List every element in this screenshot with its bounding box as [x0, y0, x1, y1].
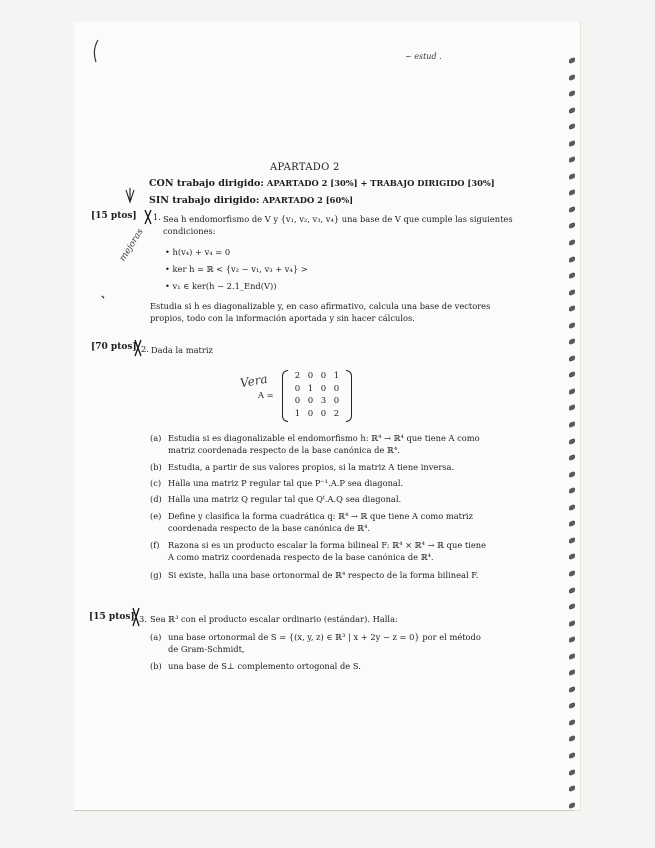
- q1-closing-line1: Estudia si h es diagonalizable y, en caso afirmativo, calcula una base de vectores: [150, 301, 491, 311]
- matrix-left-bracket: [282, 370, 288, 422]
- q2-item-line2: A como matriz coordenada respecto de la base canónica de ℝ⁴.: [168, 552, 434, 562]
- q1-condition-text: ker h = ℝ < {v₂ − v₁, v₃ + v₄} >: [172, 264, 308, 274]
- corner-pen-mark: [94, 40, 98, 62]
- q3-item-line2: de Gram-Schmidt,: [168, 644, 245, 654]
- q2-handwritten-note: Vera: [238, 371, 269, 391]
- page-bottom-edge: [74, 810, 574, 811]
- q1-intro-line2: condiciones:: [163, 226, 216, 236]
- q3-item-label: (a): [150, 632, 162, 642]
- q3-item-line1: una base ortonormal de S = {(x, y, z) ∈ ℝ³ | x + 2y − z = 0} por el método: [168, 632, 481, 642]
- q2-item-label: (d): [150, 494, 162, 504]
- con-trabajo-line: [149, 178, 495, 189]
- section-title: APARTADO 2: [270, 162, 340, 173]
- matrix-A: [282, 370, 352, 422]
- matrix-cell: 0: [333, 383, 340, 394]
- matrix-cell: 0: [333, 396, 340, 406]
- q2-item-line1: Define y clasifica la forma cuadrática q: ℝ⁴ → ℝ que tiene A como matriz: [168, 511, 473, 521]
- q1-condition: • ker h = ℝ < {v₂ − v₁, v₃ + v₄} >: [165, 264, 308, 274]
- matrix-cell: 0: [320, 383, 327, 394]
- matrix-cell: 1: [307, 383, 314, 394]
- matrix-label: A =: [258, 390, 274, 400]
- matrix-cell: 1: [333, 371, 340, 381]
- check-arrow-mark: [126, 188, 134, 202]
- matrix-cell: 0: [320, 371, 327, 381]
- q2-item-line2: coordenada respecto de la base canónica de ℝ⁴.: [168, 523, 371, 533]
- matrix-grid: [291, 371, 343, 420]
- sin-value: APARTADO 2 [60%]: [262, 195, 354, 205]
- q2-item-label: (b): [150, 462, 162, 472]
- con-value: APARTADO 2 [30%] + TRABAJO DIRIGIDO [30%]: [266, 178, 495, 188]
- q1-condition: • v₁ ∈ ker(h − 2.1_End(V)): [165, 281, 277, 291]
- q2-points: [70 ptos]: [91, 342, 137, 352]
- q3-item-line1: una base de S⊥ complemento ortogonal de S.: [168, 661, 361, 671]
- q3-intro: Sea ℝ³ con el producto escalar ordinario (estándar). Halla:: [150, 614, 398, 624]
- q1-condition: • h(v₄) + v₄ = 0: [165, 247, 231, 257]
- q1-condition-text: v₁ ∈ ker(h − 2.1_End(V)): [172, 281, 277, 291]
- q1-condition-text: h(v₄) + v₄ = 0: [172, 247, 231, 257]
- q3-points: [15 ptos]: [89, 612, 135, 622]
- q1-handwritten-note: mejoras: [118, 227, 146, 264]
- matrix-cell: 3: [320, 396, 327, 406]
- q3-item-label: (b): [150, 661, 162, 671]
- matrix-cell: 0: [320, 408, 327, 419]
- q2-item-line1: Estudia si es diagonalizable el endomorfismo h: ℝ⁴ → ℝ⁴ que tiene A como: [168, 433, 480, 443]
- q1-closing-line2: propios, todo con la información aportada y sin hacer cálculos.: [150, 313, 415, 323]
- q1-intro-line1: Sea h endomorfismo de V y {v₁, v₂, v₃, v₄} una base de V que cumple las siguientes: [163, 214, 513, 224]
- q2-item-label: (g): [150, 570, 162, 580]
- matrix-cell: 0: [307, 408, 314, 419]
- q2-item-label: (c): [150, 478, 162, 488]
- matrix-cell: 0: [294, 383, 301, 394]
- q2-item-line1: Estudia, a partir de sus valores propios, si la matriz A tiene inversa.: [168, 462, 455, 472]
- q2-item-line1: Razona si es un producto escalar la forma bilineal F: ℝ⁴ × ℝ⁴ → ℝ que tiene: [168, 540, 487, 550]
- q2-item-line1: Si existe, halla una base ortonormal de ℝ⁴ respecto de la forma bilineal F.: [168, 570, 479, 580]
- matrix-cell: 2: [294, 371, 301, 381]
- stray-dot-mark: [102, 296, 104, 298]
- q3-number: 3.: [139, 614, 147, 624]
- sin-trabajo-line: [149, 195, 353, 206]
- q2-item-label: (f): [150, 540, 160, 550]
- q1-number: 1.: [153, 212, 161, 222]
- q2-item-label: (a): [150, 433, 162, 443]
- matrix-right-bracket: [346, 370, 352, 422]
- sin-label: SIN trabajo dirigido:: [149, 195, 260, 206]
- con-label: CON trabajo dirigido:: [149, 178, 264, 189]
- matrix-cell: 2: [333, 408, 340, 419]
- q2-number: 2.: [141, 344, 149, 354]
- q2-item-line2: matriz coordenada respecto de la base canónica de ℝ⁴.: [168, 445, 400, 455]
- q1-cross-mark: [145, 210, 151, 224]
- q2-item-label: (e): [150, 511, 162, 521]
- matrix-cell: 1: [294, 408, 301, 419]
- q2-item-line1: Halla una matriz Q regular tal que Qᵗ.A.Q sea diagonal.: [168, 494, 402, 504]
- q1-points: [15 ptos]: [91, 211, 137, 221]
- matrix-cell: 0: [294, 396, 301, 406]
- handwritten-header-note: ~ estud .: [405, 52, 442, 61]
- q2-intro: Dada la matriz: [151, 345, 213, 355]
- q2-item-line1: Halla una matriz P regular tal que P⁻¹.A.P sea diagonal.: [168, 478, 404, 488]
- matrix-cell: 0: [307, 371, 314, 381]
- matrix-cell: 0: [307, 396, 314, 406]
